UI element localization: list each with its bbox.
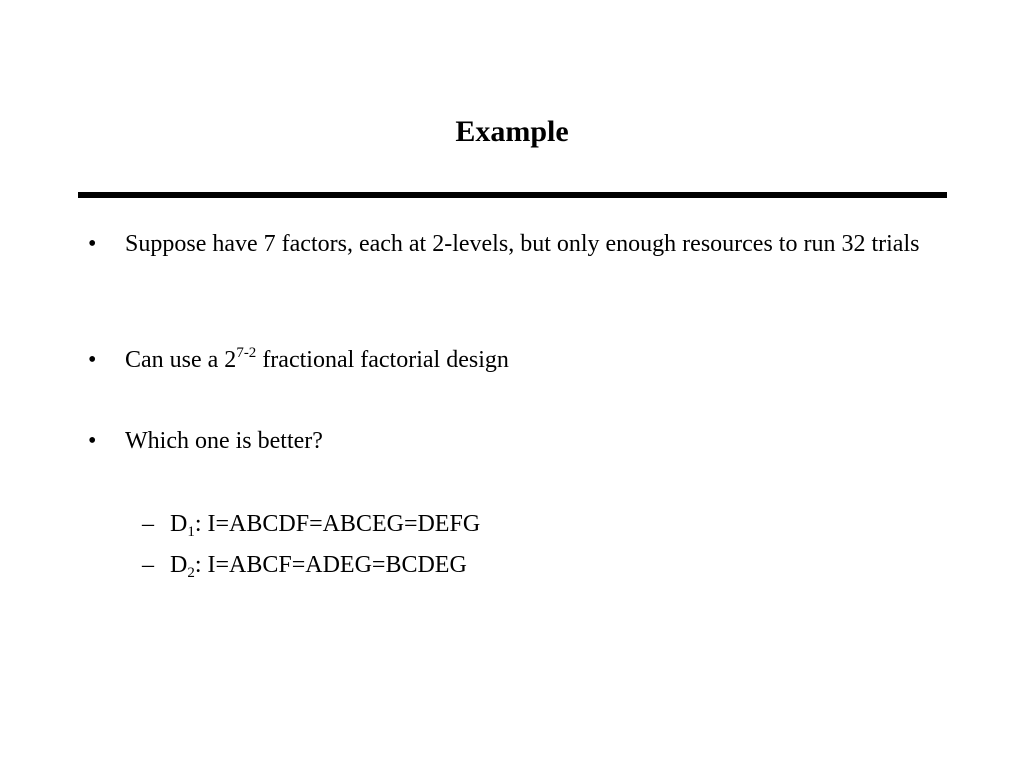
sub-bullet-marker: – <box>142 552 154 578</box>
title-divider <box>78 192 947 198</box>
bullet-text-rest: fractional factorial design <box>256 347 509 373</box>
bullet-marker: • <box>88 231 97 257</box>
defining-relation: : I=ABCDF=ABCEG=DEFG <box>194 511 481 537</box>
bullet-text <box>125 343 945 378</box>
sub-bullet-text <box>170 548 930 583</box>
bullet-text: Suppose have 7 factors, each at 2-levels, but only enough resources to run 32 trials <box>125 231 920 257</box>
bullet-text: Which one is better? <box>125 428 323 454</box>
design-subscript: 1 <box>187 524 195 540</box>
defining-relation: : I=ABCF=ADEG=BCDEG <box>194 552 467 578</box>
sub-bullet-marker: – <box>142 511 154 537</box>
slide-title: Example <box>455 115 569 148</box>
bullet-marker: • <box>88 428 97 454</box>
design-label: D <box>170 511 188 537</box>
exponent: 7-2 <box>236 345 257 361</box>
design-subscript: 2 <box>187 565 195 581</box>
bullet-marker: • <box>88 347 97 373</box>
design-label: D <box>170 552 188 578</box>
bullet-text-main: Can use a 2 <box>125 347 237 373</box>
sub-bullet-text <box>170 507 930 542</box>
